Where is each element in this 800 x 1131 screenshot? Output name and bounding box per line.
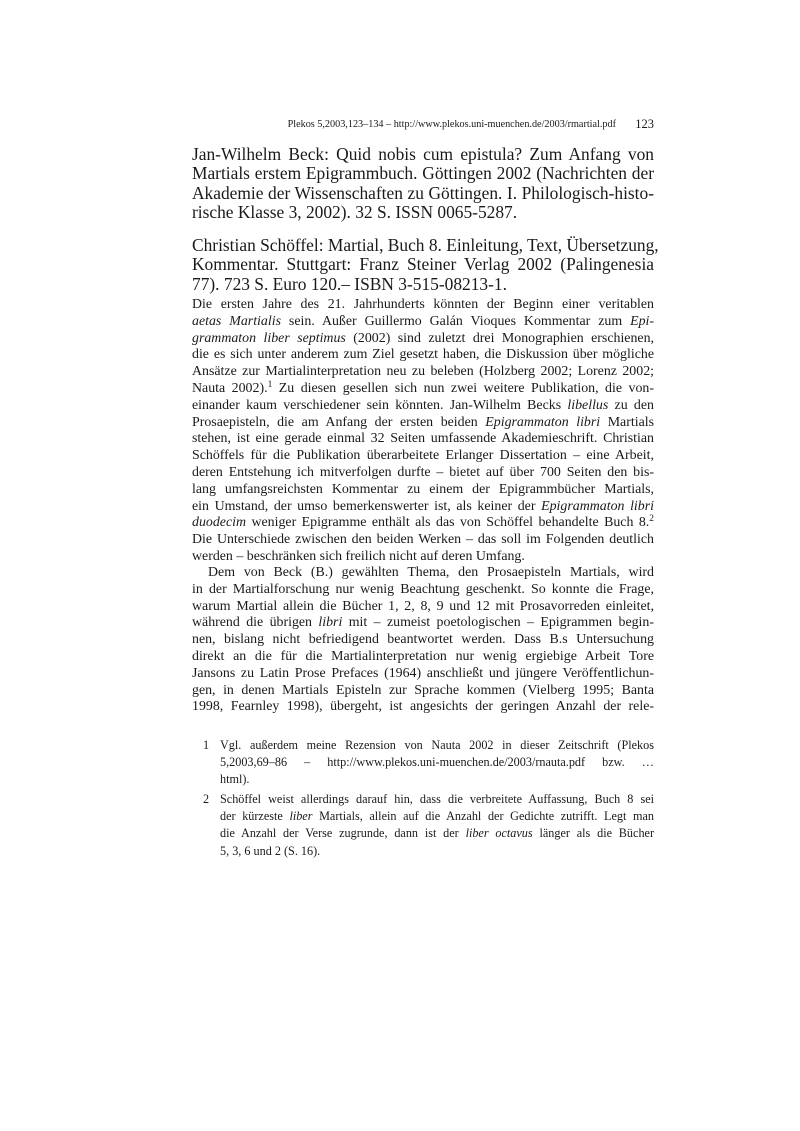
footnote-marker: 1: [267, 379, 273, 390]
text-segment: Akademie der Wissenschaften zu Göttingen. I. Philologisch-histo-: [192, 182, 654, 203]
text-segment: 5, 3, 6 und 2 (S. 16).: [220, 843, 321, 858]
text-line: [192, 649, 654, 666]
text-segment: länger als die Bücher: [532, 826, 655, 841]
text-line: [192, 515, 654, 532]
text-line: [192, 164, 654, 183]
text-line: [192, 398, 654, 415]
italic-text: Epigrammaton libri: [541, 498, 654, 514]
text-line: [220, 771, 654, 788]
text-segment: stehen, ist eine gerade einmal 32 Seiten umfassende Akademieschrift. Christian: [192, 431, 654, 447]
text-segment: der kürzeste: [220, 809, 290, 824]
text-segment: Schöffels für die Publikation überarbeitete Erlanger Dissertation – eine Arbeit,: [192, 448, 654, 464]
text-line: [192, 255, 654, 274]
text-line: [192, 297, 654, 314]
italic-text: Epi-: [630, 313, 654, 329]
text-line: [192, 582, 654, 599]
text-segment: Zu diesen gesellen sich nun zwei weitere Publikation, die von-: [272, 380, 654, 396]
text-line: [192, 499, 654, 516]
text-line: [192, 448, 654, 465]
italic-text: Epigrammaton libri: [485, 414, 601, 430]
italic-text: liber: [289, 809, 313, 824]
text-line: [192, 364, 654, 381]
text-segment: sein. Außer Guillermo Galán Vioques Kommentar zum: [280, 313, 631, 329]
reviewed-book-title-2: [192, 235, 659, 294]
text-line: [192, 615, 654, 632]
text-segment: werden – beschränken sich freilich nicht auf deren Umfang.: [192, 548, 525, 564]
text-line: [192, 314, 654, 331]
text-segment: lang umfangsreichsten Kommentar zu einem der Epigrammbücher Martials,: [192, 481, 654, 497]
text-segment: Die Unterschiede zwischen den beiden Werken – das soll im Folgenden deutlich: [192, 532, 654, 548]
footnote-number: 1: [203, 738, 210, 752]
text-segment: Schöffel weist allerdings darauf hin, dass die verbreitete Auffassung, Buch 8 sei: [220, 792, 654, 806]
footnote-1: [203, 737, 654, 789]
text-segment: während die übrigen: [192, 615, 319, 631]
text-segment: ein Umstand, der umso bemerkenswerter ist, als keiner der: [192, 498, 542, 514]
text-segment: Jansons zu Latin Prose Prefaces (1964) anschließt und jüngere Veröffentlichun-: [192, 665, 654, 681]
text-segment: html).: [220, 772, 250, 787]
text-segment: zu den: [608, 397, 654, 413]
italic-text: aetas Martialis: [192, 313, 281, 329]
text-line: [220, 791, 654, 808]
italic-text: grammaton liber septimus: [192, 330, 346, 346]
italic-text: libri: [318, 615, 343, 631]
text-line: [192, 549, 654, 566]
body-paragraph-2: [192, 565, 654, 716]
text-segment: direkt an die für die Martialinterpretation nur wenig ergiebige Arbeit Tore: [192, 648, 654, 664]
text-line: [192, 532, 654, 549]
text-segment: (2002) sind zuletzt drei Monographien erschienen,: [345, 330, 654, 346]
italic-text: liber octavus: [465, 826, 533, 841]
text-line: [220, 843, 654, 860]
text-segment: Nauta 2002).: [192, 380, 268, 396]
text-segment: einander kaum verschiedener sein könnten. Jan-Wilhelm Becks: [192, 397, 568, 413]
text-segment: Vgl. außerdem meine Rezension von Nauta 2002 in dieser Zeitschrift (Plekos: [220, 738, 654, 752]
text-line: [192, 565, 654, 582]
text-segment: mit – zumeist poetologischen – Epigrammen begin-: [342, 615, 654, 631]
text-segment: Martials: [600, 414, 654, 430]
text-line: [192, 331, 654, 348]
text-line: [192, 683, 654, 700]
text-segment: Christian Schöffel: Martial, Buch 8. Einleitung, Text, Übersetzung,: [192, 235, 659, 255]
text-segment: Die ersten Jahre des 21. Jahrhunderts könnten der Beginn einer veritablen: [192, 297, 654, 312]
text-line: [192, 465, 654, 482]
text-segment: Prosaepisteln, die am Anfang der ersten beiden: [192, 414, 486, 430]
reviewed-book-title-1: [192, 145, 654, 222]
italic-text: duodecim: [192, 515, 247, 531]
text-segment: Jan-Wilhelm Beck: Quid nobis cum epistula? Zum Anfang von: [192, 144, 654, 164]
running-header-text: Plekos 5,2003,123–134 – http://www.plekos.uni-muenchen.de/2003/rmartial.pdf: [287, 119, 616, 130]
text-line: [192, 184, 654, 203]
text-segment: die Anzahl der Verse zugrunde, dann ist der: [220, 826, 466, 841]
text-segment: 77). 723 S. Euro 120.– ISBN 3-515-08213-1.: [192, 273, 507, 294]
text-line: [220, 825, 654, 842]
text-line: [192, 415, 654, 432]
text-segment: in der Martialforschung nur wenig Beachtung geschenkt. So konnte die Frage,: [192, 581, 654, 597]
text-line: [192, 235, 659, 255]
text-line: [220, 808, 654, 825]
text-segment: Kommentar. Stuttgart: Franz Steiner Verlag 2002 (Palingenesia: [192, 254, 654, 275]
text-segment: Martials erstem Epigrammbuch. Göttingen 2002 (Nachrichten der: [192, 163, 654, 184]
text-line: [220, 754, 654, 771]
text-line: [192, 145, 654, 164]
text-segment: warum Martial allein die Bücher 1, 2, 8, 9 und 12 mit Prosavorreden einleitet,: [192, 598, 654, 614]
text-segment: nen, bislang nicht befriedigend beantwortet werden. Dass B.s Untersuchung: [192, 632, 654, 648]
body-paragraph-1: [192, 297, 654, 566]
text-line: [192, 482, 654, 499]
text-segment: Martials, allein auf die Anzahl der Gedichte zutrifft. Legt man: [312, 809, 654, 824]
text-segment: Ansätze zur Martialinterpretation neu zu beleben (Holzberg 2002; Lorenz 2002;: [192, 364, 654, 380]
footnote-2: [203, 791, 654, 860]
text-segment: weniger Epigramme enthält als das von Schöffel behandelte Buch 8.: [246, 515, 650, 531]
text-line: [192, 632, 654, 649]
italic-text: libellus: [567, 397, 609, 413]
footnote-marker: 2: [649, 514, 654, 525]
text-line: [192, 699, 654, 716]
text-segment: 1998, Fearnley 1998), übergeht, ist angesichts der geringen Anzahl der rele-: [192, 699, 654, 715]
text-line: [192, 275, 654, 294]
text-line: [220, 737, 654, 754]
footnote-text: [220, 737, 654, 789]
text-segment: rische Klasse 3, 2002). 32 S. ISSN 0065-5287.: [192, 201, 518, 222]
text-line: [192, 347, 654, 364]
footnote-text: [220, 791, 654, 860]
text-segment: deren Entstehung ich mitverfolgen durfte – bietet auf über 700 Seiten den bis-: [192, 464, 654, 480]
text-segment: Dem von Beck (B.) gewählten Thema, den Prosaepisteln Martials, wird: [208, 565, 654, 580]
text-line: [192, 431, 654, 448]
text-line: [192, 666, 654, 683]
text-segment: 5,2003,69–86 – http://www.plekos.uni-muenchen.de/2003/rnauta.pdf bzw. …: [220, 755, 654, 770]
text-line: [192, 599, 654, 616]
text-segment: gen, in denen Martials Episteln zur Sprache kommen (Vielberg 1995; Banta: [192, 682, 654, 698]
text-line: [192, 203, 654, 222]
text-segment: die es sich unter anderem zum Ziel gesetzt haben, die Diskussion über mögliche: [192, 347, 654, 363]
footnote-number: 2: [203, 792, 210, 806]
page-number: 123: [635, 117, 654, 131]
text-line: [192, 381, 654, 398]
